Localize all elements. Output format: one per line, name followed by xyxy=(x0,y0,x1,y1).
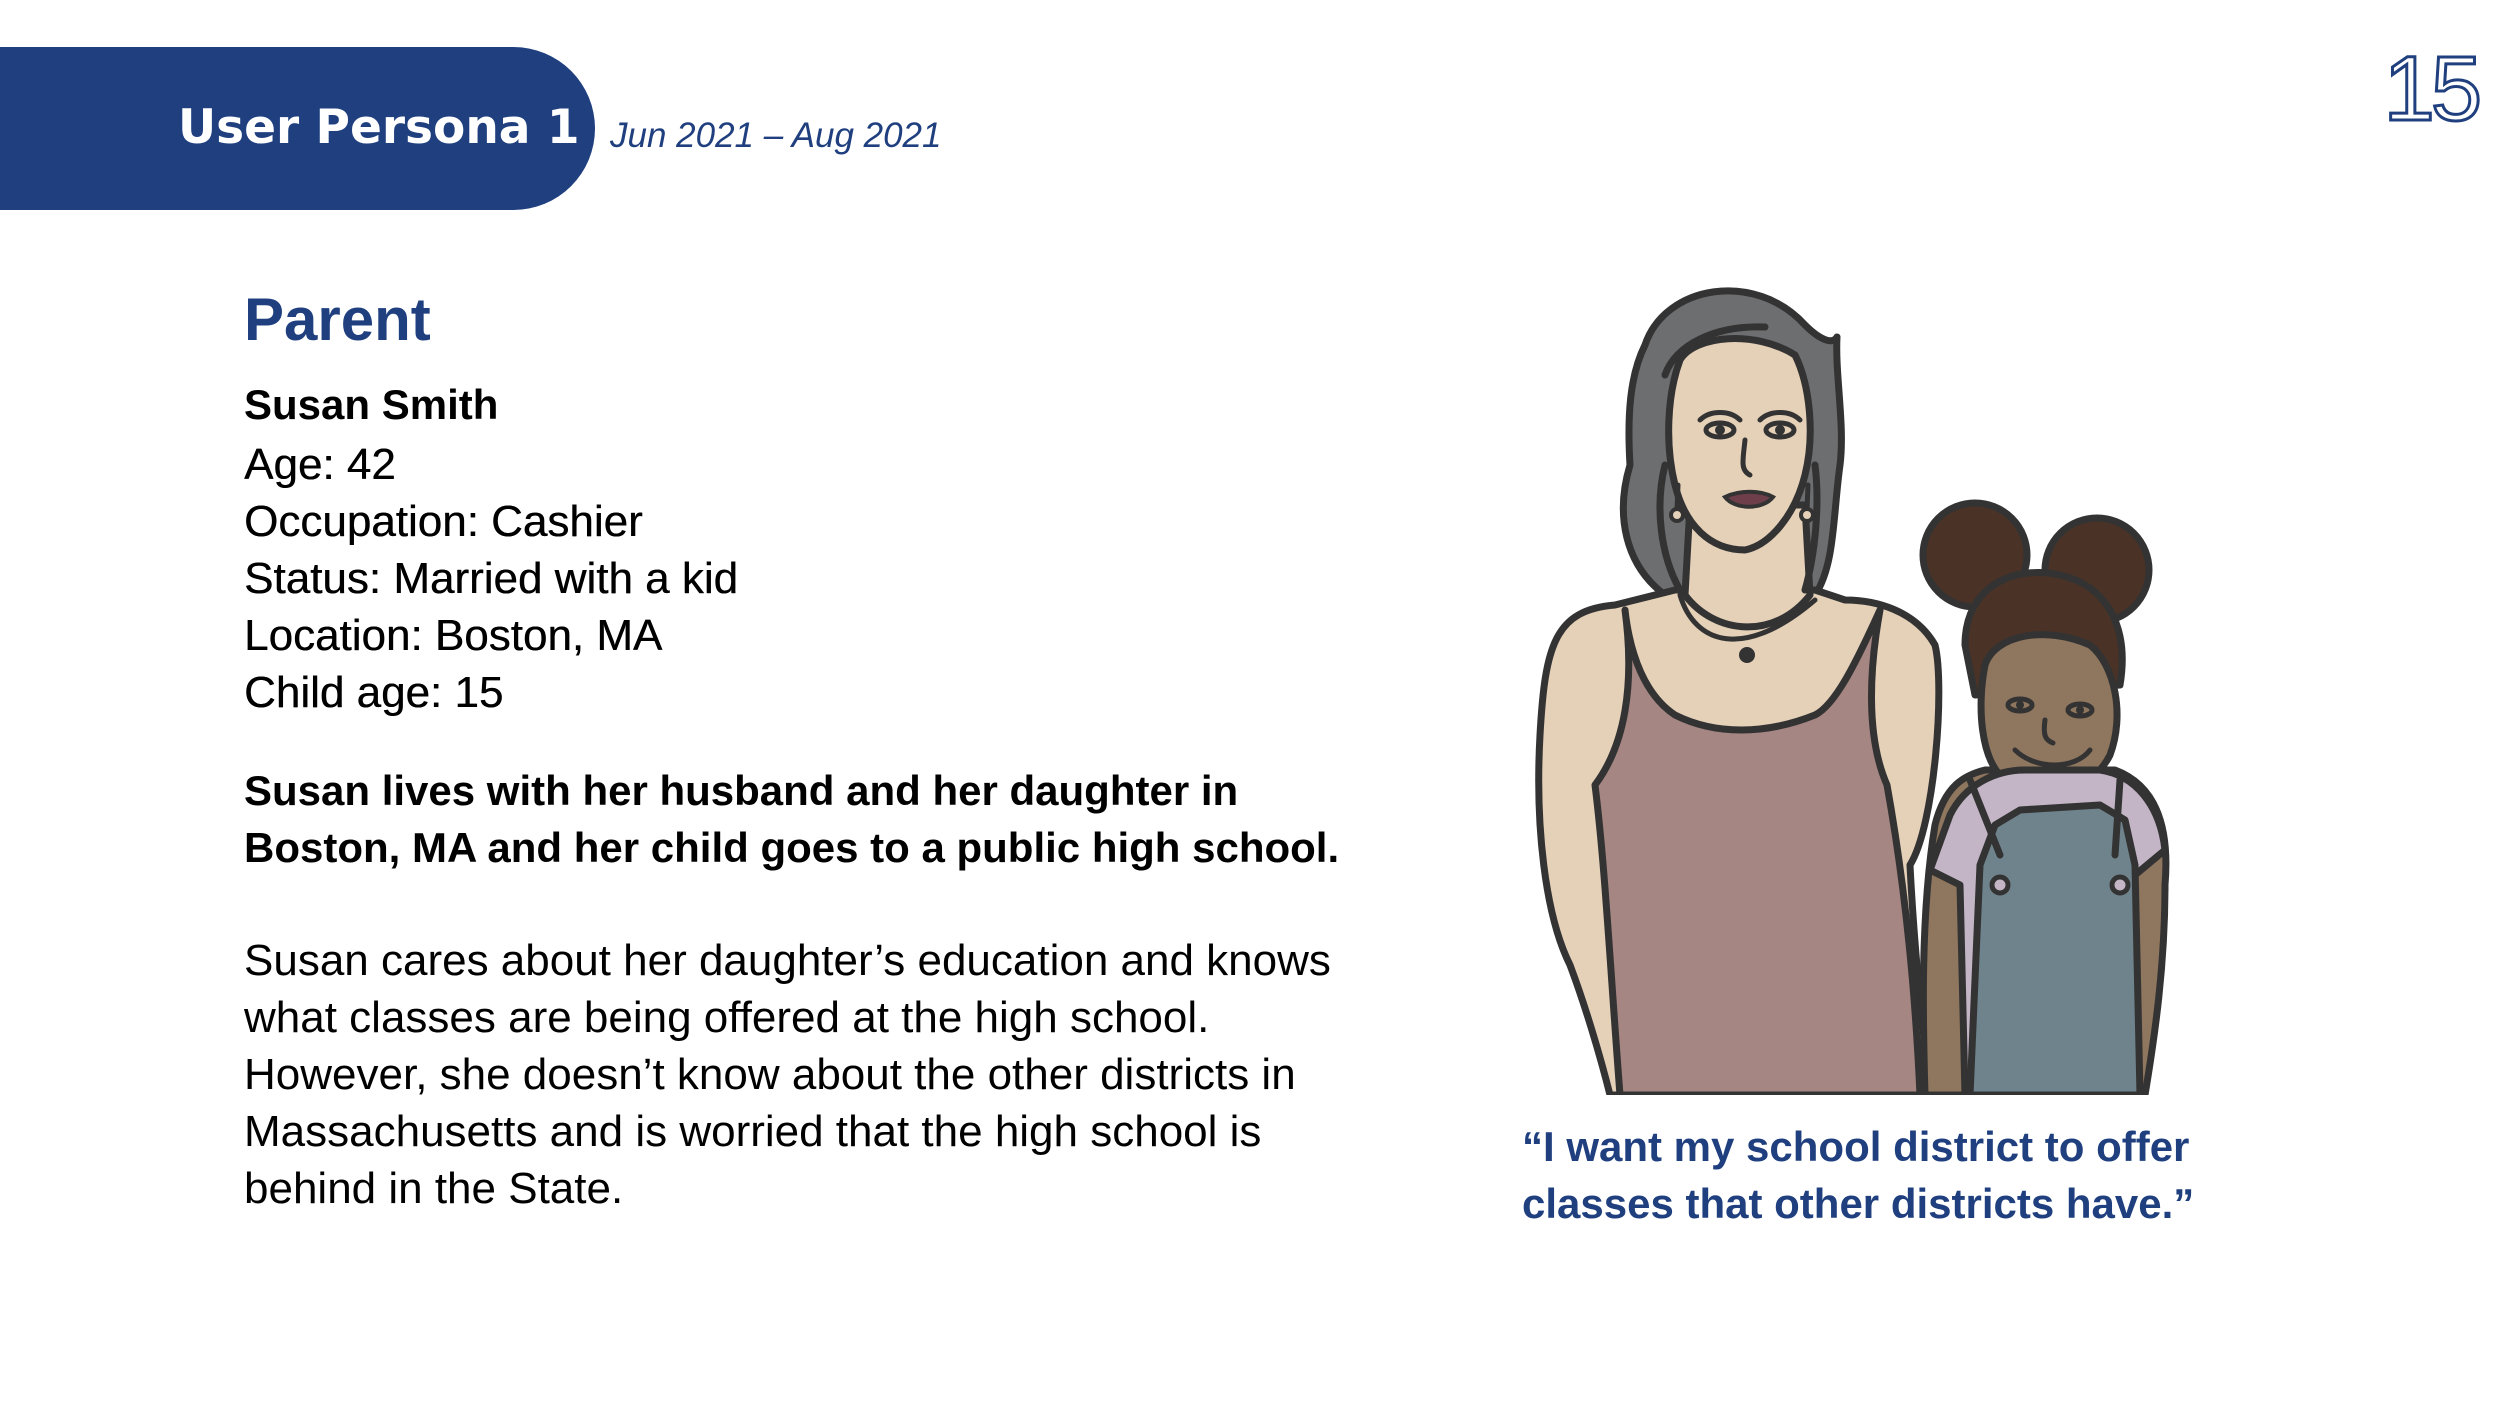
persona-summary: Susan lives with her husband and her daughter in Boston, MA and her child goes to a public high school. xyxy=(244,767,1340,871)
mother-face xyxy=(1669,339,1811,550)
fact-occupation: Occupation: Cashier xyxy=(244,497,643,546)
page-number xyxy=(2300,36,2480,136)
header-date-range: Jun 2021 – Aug 2021 xyxy=(610,116,942,155)
fact-child-age: Child age: 15 xyxy=(244,668,504,717)
persona-role: Parent xyxy=(244,286,431,353)
persona-facts xyxy=(244,436,738,721)
fact-status: Status: Married with a kid xyxy=(244,554,738,603)
persona-detail: Susan cares about her daughter’s education and knows what classes are being offered at the high school. However, she doesn’t know about the other districts in Massachusetts and is worried that the high school is behind in the State. xyxy=(244,936,1331,1213)
parent-and-child-illustration xyxy=(1515,265,2175,1095)
page-number-text: 15 xyxy=(2383,38,2478,136)
fact-age: Age: 42 xyxy=(244,440,396,489)
header-title: User Persona 1 xyxy=(178,100,580,155)
persona-name: Susan Smith xyxy=(244,381,499,428)
fact-location: Location: Boston, MA xyxy=(244,611,663,660)
persona-quote: “I want my school district to offer classes that other districts have.” xyxy=(1522,1123,2195,1227)
